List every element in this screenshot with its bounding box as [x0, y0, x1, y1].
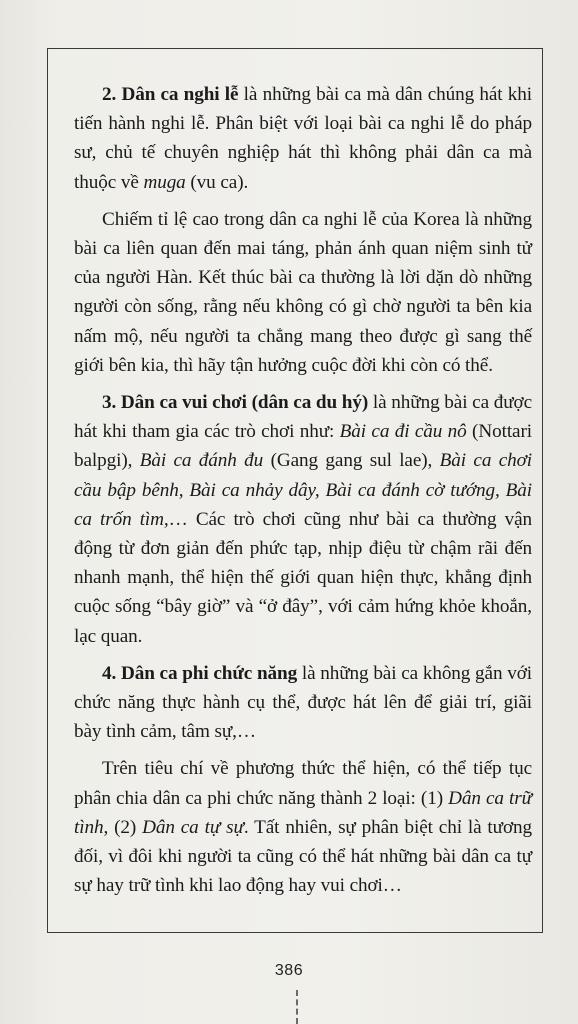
text-run: … Các trò chơi cũng như bài ca thường vận động từ đơn giản đến phức tạp, nhịp điệu từ chậm rãi đến nhanh mạnh, thể hiện thế giới quan hiện thực, khẳng định cuộc sống “bây giờ” và “ở đây”, với cảm hứng khỏe khoắn, lạc quan. [74, 508, 532, 647]
song-title: Bài ca đi cầu nô [339, 421, 467, 443]
heading-non-functional-folk-song: 4. Dân ca phi chức năng [102, 662, 298, 684]
text-run: . Tất nhiên, sự phân biệt chỉ là tương đối, vì đôi khi người ta cũng có thể hát những bài dân ca tự sự hay trữ tình khi lao động hay vui chơi… [74, 816, 532, 897]
text-run: là những bài ca không gắn với chức năng thực hành cụ thể, được hát lên để giải trí, giãi bày tình cảm, tâm sự,… [74, 662, 533, 743]
page-number: 386 [274, 962, 304, 979]
text-run: Chiếm tỉ lệ cao trong dân ca nghi lễ của Korea là những bài ca liên quan đến mai táng, phản ánh quan niệm sinh tử của người Hàn. Kết thúc bài ca thường là lời dặn dò những người còn sống, rằng nếu không có gì chờ người ta bên kia nấm mộ, nếu người ta chẳng mang theo được gì sang thế giới bên kia, thì hãy tận hưởng cuộc đời khi còn có thể. [74, 208, 532, 376]
text-run: là những bài ca mà dân chúng hát khi tiến hành nghi lễ. Phân biệt với loại bài ca nghi lễ do pháp sư, chủ tế chuyên nghiệp hát thì không phải dân ca mà thuộc về [74, 84, 532, 193]
text-run: (vu ca). [185, 171, 249, 193]
paragraph-non-functional-folk-song [74, 659, 532, 747]
text-run: (Gang gang sul lae), [263, 450, 440, 472]
page-gutter-mark [296, 990, 298, 1024]
paragraph-play-folk-song [74, 388, 532, 651]
song-title: Bài ca đánh đu [139, 450, 264, 472]
paragraph-funeral-songs [74, 205, 532, 380]
heading-play-folk-song: 3. Dân ca vui chơi (dân ca du hý) [102, 392, 369, 414]
paragraph-classification [74, 754, 532, 900]
term-narrative-folk-song: Dân ca tự sự [142, 816, 244, 838]
song-titles: Bài ca chơi cầu bập bênh, Bài ca nhảy dây, Bài ca đánh cờ tướng, Bài ca trốn tìm, [74, 450, 532, 530]
paragraph-ritual-folk-song [74, 80, 532, 197]
text-run: (Nottari balpgi), [74, 421, 532, 472]
text-run: , (2) [103, 816, 143, 838]
term-lyric-folk-song: Dân ca trữ tình [74, 787, 532, 838]
text-run: Trên tiêu chí về phương thức thể hiện, có thể tiếp tục phân chia dân ca phi chức năng thành 2 loại: (1) [74, 758, 532, 809]
term-muga: muga [143, 171, 186, 193]
heading-ritual-folk-song: 2. Dân ca nghi lễ [102, 84, 239, 105]
text-box-content [74, 80, 532, 900]
text-run: là những bài ca được hát khi tham gia các trò chơi như: [74, 392, 532, 443]
